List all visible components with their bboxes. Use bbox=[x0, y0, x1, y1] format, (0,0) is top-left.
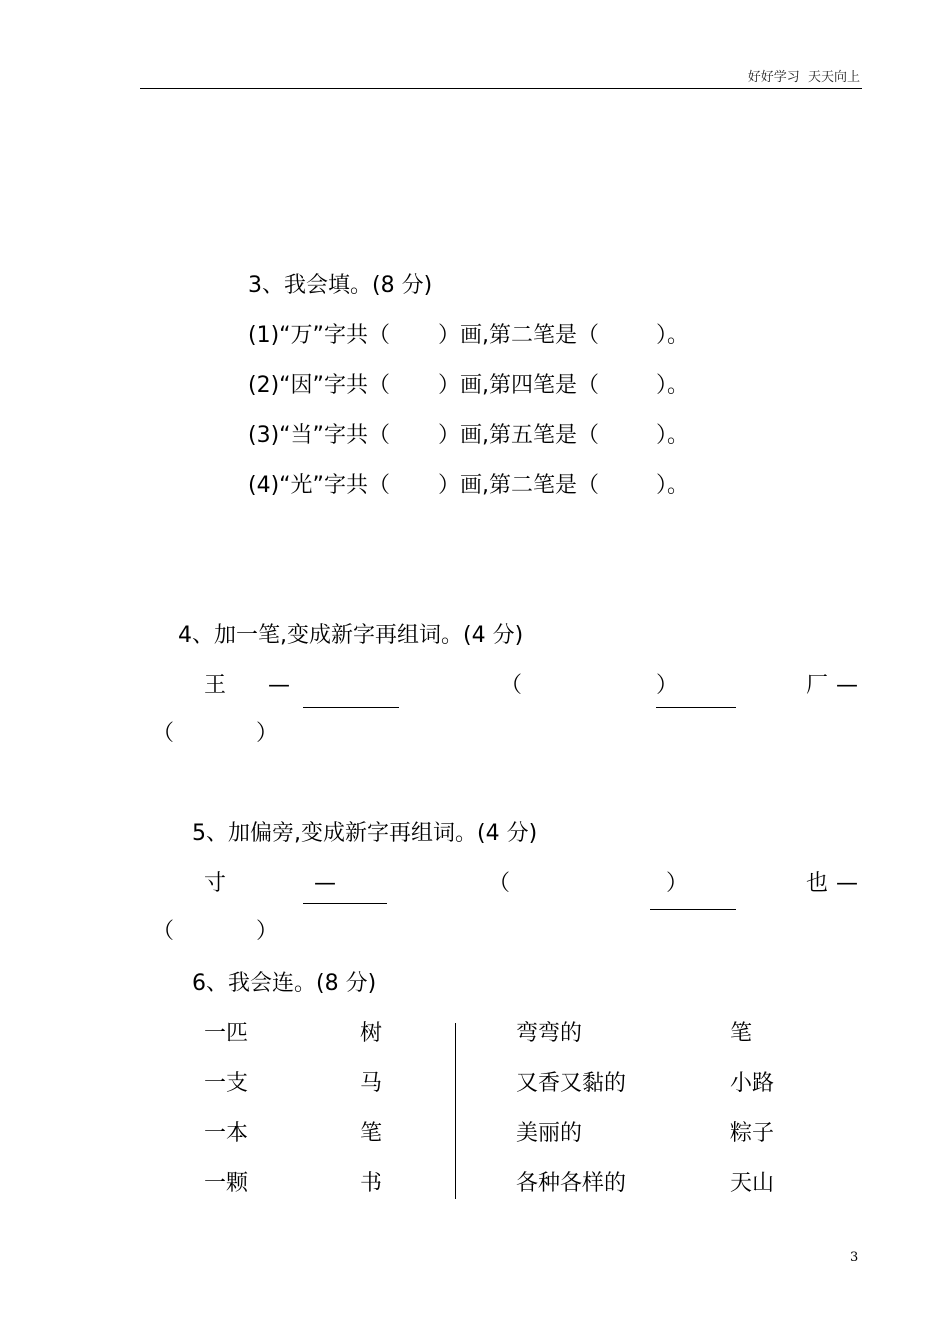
q6-object[interactable]: 笔 bbox=[730, 1021, 753, 1046]
q6-noun[interactable]: 书 bbox=[360, 1171, 383, 1196]
q6-object[interactable]: 天山 bbox=[730, 1171, 775, 1196]
q6-noun[interactable]: 笔 bbox=[360, 1121, 383, 1146]
q3-row-mid: ）画,第五笔是（ bbox=[438, 423, 599, 448]
header-divider bbox=[140, 88, 862, 89]
q6-measure-word[interactable]: 一匹 bbox=[204, 1021, 249, 1046]
q5-dash-1: — bbox=[314, 871, 336, 896]
q6-adjective[interactable]: 弯弯的 bbox=[516, 1021, 583, 1046]
q4-dash-1: — bbox=[268, 673, 290, 698]
q6-object[interactable]: 粽子 bbox=[730, 1121, 775, 1146]
q5-wrap-open-paren: （ bbox=[152, 919, 175, 944]
header-slogan: 好好学习 天天向上 bbox=[747, 70, 860, 85]
q6-adjective[interactable]: 各种各样的 bbox=[516, 1171, 627, 1196]
q3-row-end: ）。 bbox=[656, 473, 690, 498]
q6-measure-word[interactable]: 一颗 bbox=[204, 1171, 249, 1196]
page-number: 3 bbox=[850, 1250, 859, 1265]
q4-wrap-open-paren: （ bbox=[152, 721, 175, 746]
q6-object[interactable]: 小路 bbox=[730, 1071, 775, 1096]
q4-answer-line-1[interactable] bbox=[303, 707, 399, 708]
q4-answer-line-2[interactable] bbox=[656, 707, 736, 708]
q4-wrap-close-paren: ） bbox=[256, 721, 279, 746]
q3-row-end: ）。 bbox=[656, 373, 690, 398]
q4-char-1: 王 bbox=[204, 673, 227, 698]
q6-title: 6、我会连。(8 分) bbox=[192, 971, 377, 996]
q3-row-mid: ）画,第二笔是（ bbox=[438, 323, 599, 348]
q5-char-1: 寸 bbox=[204, 871, 227, 896]
q3-row-end: ）。 bbox=[656, 323, 690, 348]
q6-noun[interactable]: 树 bbox=[360, 1021, 383, 1046]
q4-char-2: 厂 bbox=[806, 673, 829, 698]
q3-row-prefix: (4)“光”字共（ bbox=[248, 473, 390, 498]
q4-dash-2: — bbox=[836, 673, 858, 698]
q6-measure-word[interactable]: 一支 bbox=[204, 1071, 249, 1096]
q3-row-mid: ）画,第二笔是（ bbox=[438, 473, 599, 498]
q4-open-paren: （ bbox=[500, 673, 523, 698]
q6-noun[interactable]: 马 bbox=[360, 1071, 383, 1096]
q3-row-mid: ）画,第四笔是（ bbox=[438, 373, 599, 398]
q5-title: 5、加偏旁,变成新字再组词。(4 分) bbox=[192, 821, 538, 846]
q4-close-paren: ） bbox=[656, 673, 679, 698]
q3-title: 3、我会填。(8 分) bbox=[248, 273, 433, 298]
q5-open-paren: （ bbox=[488, 871, 511, 896]
q3-row-prefix: (1)“万”字共（ bbox=[248, 323, 390, 348]
q6-adjective[interactable]: 又香又黏的 bbox=[516, 1071, 627, 1096]
q6-adjective[interactable]: 美丽的 bbox=[516, 1121, 583, 1146]
q5-dash-2: — bbox=[836, 871, 858, 896]
q5-answer-line-2[interactable] bbox=[650, 909, 736, 910]
q4-title: 4、加一笔,变成新字再组词。(4 分) bbox=[178, 623, 524, 648]
q5-close-paren: ） bbox=[666, 871, 689, 896]
q6-measure-word[interactable]: 一本 bbox=[204, 1121, 249, 1146]
q3-row-prefix: (2)“因”字共（ bbox=[248, 373, 390, 398]
q5-char-2: 也 bbox=[806, 871, 829, 896]
q6-column-divider bbox=[455, 1023, 456, 1199]
q3-row-end: ）。 bbox=[656, 423, 690, 448]
q3-row-prefix: (3)“当”字共（ bbox=[248, 423, 390, 448]
q5-wrap-close-paren: ） bbox=[256, 919, 279, 944]
q5-answer-line-1[interactable] bbox=[303, 903, 387, 904]
